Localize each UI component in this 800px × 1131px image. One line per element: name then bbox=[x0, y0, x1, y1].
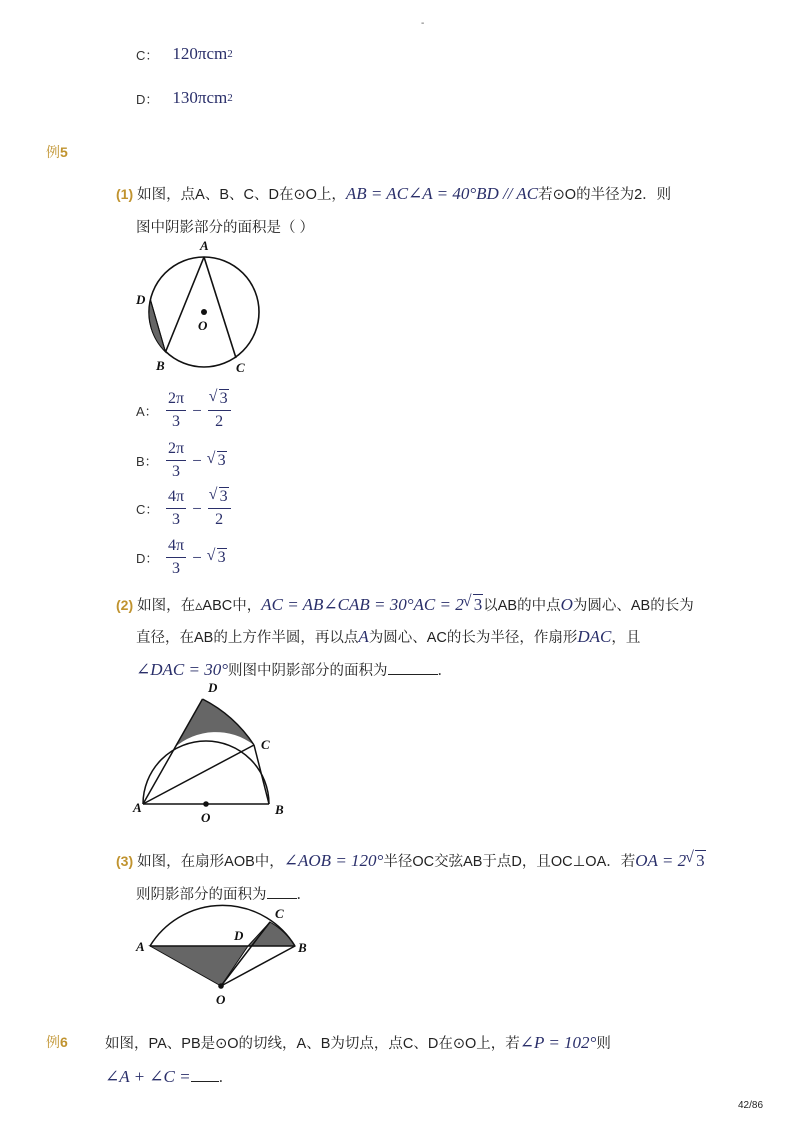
q2-figure bbox=[130, 680, 300, 825]
q2-text: 直径，在AB的上方作半圆，再以点 bbox=[136, 630, 359, 646]
segment-cb bbox=[254, 745, 269, 804]
label-b: B bbox=[298, 940, 307, 955]
q2-line2 bbox=[136, 626, 640, 647]
fraction-rhs bbox=[208, 488, 231, 529]
example-prefix: 例 bbox=[46, 144, 60, 160]
q1-figure bbox=[130, 238, 270, 376]
example6-line1 bbox=[105, 1032, 611, 1053]
example6-line2 bbox=[105, 1066, 233, 1087]
sqrt-radicand: 3 bbox=[696, 851, 705, 870]
q2-text: 如图，在▵ABC中， bbox=[137, 598, 262, 614]
option-label: A： bbox=[136, 404, 158, 419]
fraction bbox=[166, 537, 186, 578]
denominator: 2 bbox=[215, 511, 224, 528]
q2-text-c: 为圆心、AB的长为 bbox=[572, 598, 694, 614]
q1-math: AB = AC∠A = 40°BD // AC bbox=[345, 184, 539, 203]
center-point bbox=[201, 309, 207, 315]
label-d: D bbox=[208, 680, 218, 695]
fraction bbox=[166, 440, 186, 481]
question-number: (1) bbox=[116, 186, 134, 202]
q3-text: 如图，在扇形AOB中， bbox=[137, 854, 284, 870]
prev-option-c bbox=[136, 44, 233, 64]
label-c: C bbox=[275, 906, 284, 921]
q3-end: ． bbox=[296, 887, 311, 903]
q2-angle: ∠DAC = 30° bbox=[136, 660, 229, 679]
option-sup: 2 bbox=[227, 92, 233, 104]
q1-line2: 图中阴影部分的面积是（ ） bbox=[136, 220, 315, 236]
q2-point-o: O bbox=[560, 595, 573, 614]
sqrt-radicand: 3 bbox=[217, 451, 226, 469]
q1-line1 bbox=[116, 183, 671, 204]
denominator: 3 bbox=[172, 413, 181, 430]
option-label: C： bbox=[136, 502, 159, 517]
sqrt bbox=[208, 549, 227, 567]
label-a: A bbox=[200, 238, 209, 253]
question-number: (2) bbox=[116, 597, 134, 613]
chord-ac bbox=[204, 257, 236, 358]
q1-text-b: 若⊙O的半径为2．则 bbox=[538, 187, 672, 203]
q3-text-b: 半径OC交弦AB于点D，且OC⊥OA．若 bbox=[383, 854, 636, 870]
q2-text-b: 为圆心、AC的长为半径，作扇形 bbox=[368, 630, 578, 646]
label-c: C bbox=[261, 737, 270, 752]
q2-text-c: ，且 bbox=[611, 630, 641, 646]
ex6-text: 如图，PA、PB是⊙O的切线，A、B为切点，点C、D在⊙O上，若 bbox=[105, 1036, 520, 1052]
q3-line1 bbox=[116, 850, 706, 871]
ex6-math: ∠A + ∠C = bbox=[105, 1067, 191, 1086]
q2-sector-name: DAC bbox=[577, 627, 612, 646]
q3-text: 则阴影部分的面积为 bbox=[136, 887, 267, 903]
numerator: 2π bbox=[166, 440, 186, 461]
numerator: 2π bbox=[166, 390, 186, 411]
prev-option-d bbox=[136, 88, 233, 108]
ex6-angle: ∠P = 102° bbox=[519, 1033, 597, 1052]
q3-math: OA = 2 bbox=[635, 851, 687, 870]
question-number: (3) bbox=[116, 853, 134, 869]
fraction bbox=[166, 390, 186, 431]
q1-option-d bbox=[136, 537, 227, 578]
operator: − bbox=[192, 498, 202, 518]
q3-figure bbox=[130, 902, 320, 1010]
answer-blank[interactable] bbox=[267, 898, 297, 899]
q2-text: 则图中阴影部分的面积为 bbox=[228, 663, 388, 679]
label-d: D bbox=[234, 928, 244, 943]
label-a: A bbox=[136, 939, 145, 954]
example5-label bbox=[46, 142, 68, 162]
label-a: A bbox=[133, 800, 142, 815]
q3-angle: ∠AOB = 120° bbox=[283, 851, 384, 870]
numerator: 4π bbox=[166, 537, 186, 558]
option-label: D： bbox=[136, 551, 159, 566]
center-point bbox=[203, 801, 209, 807]
fraction-rhs bbox=[208, 390, 231, 431]
example-prefix: 例 bbox=[46, 1034, 60, 1050]
example-number: 6 bbox=[60, 1034, 68, 1050]
q2-end: ． bbox=[437, 663, 453, 679]
page-number: 42/86 bbox=[738, 1100, 764, 1111]
label-d: D bbox=[136, 292, 146, 307]
denominator: 3 bbox=[172, 560, 181, 577]
sqrt-radicand: 3 bbox=[219, 488, 228, 505]
label-o: O bbox=[201, 810, 211, 825]
chord-ab bbox=[166, 257, 205, 352]
sqrt bbox=[686, 851, 706, 871]
answer-blank[interactable] bbox=[191, 1081, 219, 1082]
denominator: 3 bbox=[172, 511, 181, 528]
option-sup: 2 bbox=[227, 48, 233, 60]
example-number: 5 bbox=[60, 144, 68, 160]
q2-line1 bbox=[116, 594, 694, 615]
sqrt bbox=[208, 452, 227, 470]
label-o: O bbox=[216, 992, 226, 1007]
q3-line2 bbox=[136, 883, 311, 904]
center-point bbox=[218, 983, 224, 989]
q2-math: AC = AB∠CAB = 30°AC = 2 bbox=[261, 595, 464, 614]
answer-blank[interactable] bbox=[388, 674, 438, 675]
example6-label bbox=[46, 1032, 68, 1052]
label-b: B bbox=[275, 802, 284, 817]
label-c: C bbox=[236, 360, 245, 375]
q1-option-b bbox=[136, 440, 227, 481]
option-value: 120πcm bbox=[172, 44, 228, 63]
label-b: B bbox=[156, 358, 165, 373]
option-value: 130πcm bbox=[172, 88, 228, 107]
sqrt-radicand: 3 bbox=[217, 548, 226, 566]
ex6-end: ． bbox=[218, 1070, 234, 1086]
numerator: 4π bbox=[166, 488, 186, 509]
ex6-text-b: 则 bbox=[596, 1036, 611, 1052]
q2-text-b: 以AB的中点 bbox=[483, 598, 561, 614]
top-mark: - bbox=[421, 18, 425, 29]
option-label: C： bbox=[136, 47, 159, 63]
operator: − bbox=[192, 547, 202, 567]
label-o: O bbox=[198, 318, 208, 333]
denominator: 2 bbox=[215, 413, 224, 430]
q2-point-a: A bbox=[358, 627, 369, 646]
fraction bbox=[166, 488, 186, 529]
q2-line3 bbox=[136, 659, 452, 680]
operator: − bbox=[192, 450, 202, 470]
sqrt-radicand: 3 bbox=[219, 390, 228, 407]
q1-text: 如图，点A、B、C、D在⊙O上， bbox=[137, 187, 346, 203]
option-label: D： bbox=[136, 91, 159, 107]
sqrt-radicand: 3 bbox=[473, 595, 483, 614]
q1-option-a bbox=[136, 390, 231, 431]
operator: − bbox=[192, 400, 202, 420]
q1-option-c bbox=[136, 488, 231, 529]
sqrt bbox=[464, 595, 484, 615]
denominator: 3 bbox=[172, 463, 181, 480]
option-label: B： bbox=[136, 454, 158, 469]
